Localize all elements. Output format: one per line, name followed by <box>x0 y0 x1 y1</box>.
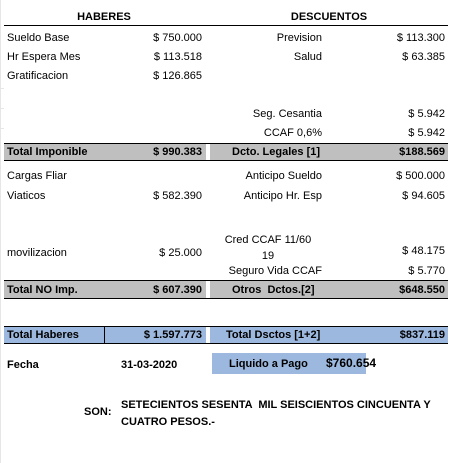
total-dsctos-value: $837.119 <box>399 329 445 341</box>
no-imponible-label: Viaticos <box>7 190 46 202</box>
total-dsctos-label: Total Dsctos [1+2] <box>226 329 321 341</box>
band-bottom-line <box>4 298 448 299</box>
total-no-imp-label: Total NO Imp. <box>7 284 78 296</box>
otro-dcto-value: $ 48.175 <box>402 245 445 257</box>
descuento-label: Seg. Cesantia <box>252 108 322 120</box>
otro-dcto-label: Anticipo Sueldo <box>245 170 322 182</box>
otro-dcto-label: Anticipo Hr. Esp <box>243 190 322 202</box>
total-haberes-value: $ 1.597.773 <box>143 329 202 341</box>
cell-divider <box>104 326 105 343</box>
son-line2: CUATRO PESOS.- <box>121 416 215 428</box>
otros-total-value: $648.550 <box>399 284 445 296</box>
band-top-line <box>4 280 448 281</box>
no-imponible-label: Cargas Fliar <box>7 170 67 182</box>
otro-dcto-value: $ 5.770 <box>408 265 445 277</box>
grid-line <box>0 108 4 109</box>
grid-line <box>0 88 4 89</box>
otro-dcto-value: $ 94.605 <box>402 190 445 202</box>
total-imponible-value: $ 990.383 <box>153 146 202 158</box>
descuento-label: Salud <box>293 51 322 63</box>
grid-line <box>0 128 4 129</box>
descuento-label: Prevision <box>276 32 322 44</box>
descuento-label: CCAF 0,6% <box>263 127 322 139</box>
haber-value: $ 126.865 <box>153 70 202 82</box>
band-bottom-line <box>4 343 448 344</box>
haber-label: Gratificacion <box>7 70 69 82</box>
fecha-label: Fecha <box>7 359 39 371</box>
band-bottom-line <box>4 160 448 161</box>
descuento-value: $ 5.942 <box>408 127 445 139</box>
otro-dcto-label: 19 <box>261 250 275 262</box>
haber-value: $ 113.518 <box>153 51 202 63</box>
total-imponible-label: Total Imponible <box>7 146 88 158</box>
haber-label: Sueldo Base <box>7 32 70 44</box>
total-no-imp-value: $ 607.390 <box>153 284 202 296</box>
otro-dcto-label: Cred CCAF 11/60 <box>224 234 312 246</box>
son-label: SON: <box>84 406 112 418</box>
dcto-legales-label: Dcto. Legales [1] <box>232 146 321 158</box>
no-imponible-value: $ 582.390 <box>153 190 202 202</box>
son-line1: SETECIENTOS SESENTA MIL SEISCIENTOS CINCUENTA Y <box>121 399 431 411</box>
band-top-line <box>4 143 448 144</box>
haberes-header: HABERES <box>77 11 131 23</box>
descuento-value: $ 5.942 <box>408 108 445 120</box>
descuento-value: $ 63.385 <box>402 51 445 63</box>
haber-value: $ 750.000 <box>153 32 202 44</box>
total-haberes-label: Total Haberes <box>7 329 79 341</box>
liquido-value: $760.654 <box>326 356 377 370</box>
fecha-value: 31-03-2020 <box>121 359 178 371</box>
otros-total-label: Otros Dctos.[2] <box>232 284 315 296</box>
grid-line <box>0 0 1 463</box>
otro-dcto-value: $ 500.000 <box>396 170 445 182</box>
descuento-value: $ 113.300 <box>396 32 445 44</box>
no-imponible-label: movilizacion <box>7 247 67 259</box>
no-imponible-value: $ 25.000 <box>159 247 202 259</box>
liquido-label: Liquido a Pago <box>229 358 308 370</box>
descuentos-header: DESCUENTOS <box>290 11 368 23</box>
otro-dcto-label: Seguro Vida CCAF <box>228 265 322 277</box>
band-top-line <box>4 326 448 327</box>
dcto-legales-value: $188.569 <box>399 146 445 158</box>
header-divider <box>4 25 448 26</box>
haber-label: Hr Espera Mes <box>7 51 81 63</box>
